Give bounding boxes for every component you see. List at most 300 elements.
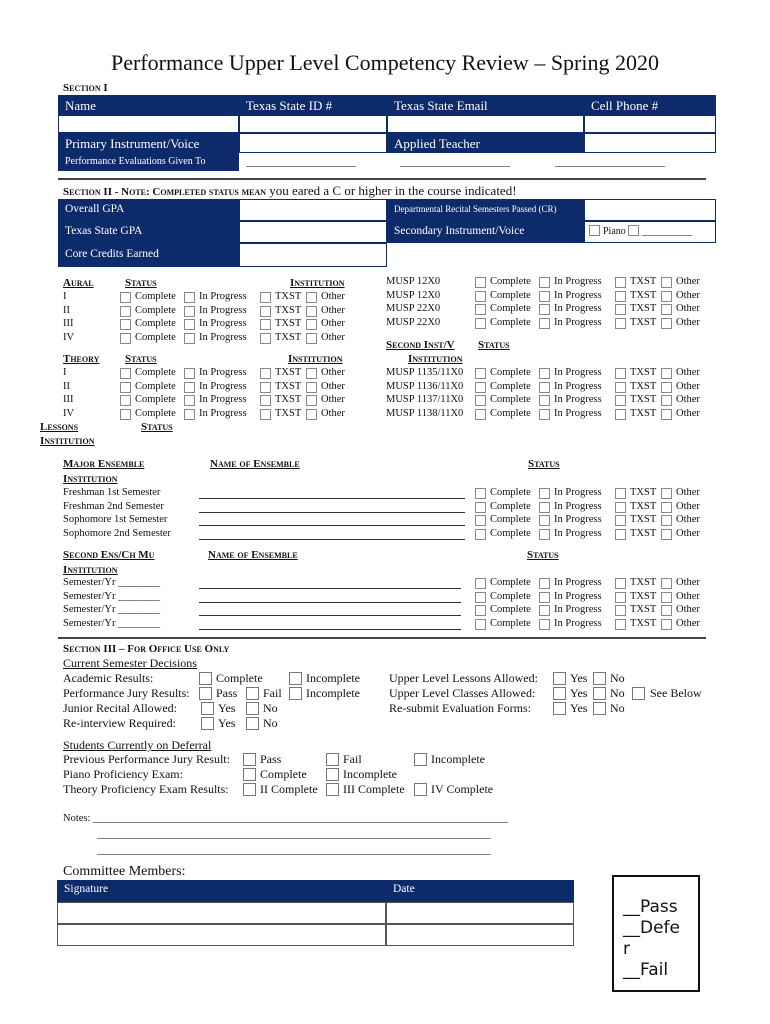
second-inst-2-in-progress-label: In Progress xyxy=(554,380,602,392)
second-inst-1-txst-checkbox[interactable] xyxy=(615,368,626,379)
academic-complete-checkbox[interactable] xyxy=(199,672,212,685)
second-inst-row-label: MUSP 1137/11X0 xyxy=(386,394,464,405)
major-ensemble-1-complete-checkbox[interactable] xyxy=(475,488,486,499)
email-field[interactable] xyxy=(387,115,584,133)
theory-2-complete-label: Complete xyxy=(135,380,176,392)
major-ensemble-4-other-checkbox[interactable] xyxy=(661,529,672,540)
second-ensemble-4-other-checkbox[interactable] xyxy=(661,619,672,630)
aural-1-in-progress-checkbox[interactable] xyxy=(184,292,195,303)
see-below-label: See Below xyxy=(650,686,702,700)
theory-4-complete-checkbox[interactable] xyxy=(120,409,131,420)
second-ensemble-name-field[interactable] xyxy=(199,602,461,603)
upper-lessons-label: Upper Level Lessons Allowed: xyxy=(389,671,538,685)
piano-incomplete-label: Incomplete xyxy=(343,767,397,781)
major-ensemble-3-other-label: Other xyxy=(676,514,700,525)
office-decisions xyxy=(63,671,360,731)
musp-3-complete-label: Complete xyxy=(490,303,531,314)
theory-institution-label: Institution xyxy=(288,353,343,365)
prev-pass-checkbox[interactable] xyxy=(243,753,256,766)
second-inst-3-txst-checkbox[interactable] xyxy=(615,395,626,406)
second-ensemble-3-complete-label: Complete xyxy=(490,604,531,615)
second-ensemble-1-txst-checkbox[interactable] xyxy=(615,578,626,589)
result-pass[interactable]: __Pass xyxy=(623,897,678,917)
resubmit-no-label: No xyxy=(610,701,625,715)
major-ensemble-3-in-progress-checkbox[interactable] xyxy=(539,515,550,526)
second-ensemble-status-label: Status xyxy=(527,549,559,561)
resubmit-yes-checkbox[interactable] xyxy=(553,702,566,715)
aural-2-complete-label: Complete xyxy=(135,304,176,316)
aural-2-txst-checkbox[interactable] xyxy=(260,306,271,317)
second-inst-1-in-progress-label: In Progress xyxy=(554,367,602,378)
major-ensemble-1-other-label: Other xyxy=(676,487,700,498)
second-ensemble-name-field[interactable] xyxy=(199,588,461,589)
signature-field[interactable] xyxy=(57,924,386,946)
major-ensemble-4-in-progress-label: In Progress xyxy=(554,527,602,539)
theory-3-txst-checkbox[interactable] xyxy=(260,395,271,406)
applied-teacher-field[interactable] xyxy=(584,133,716,153)
second-ensemble-2-txst-checkbox[interactable] xyxy=(615,592,626,603)
major-ensemble-1-in-progress-checkbox[interactable] xyxy=(539,488,550,499)
second-ensemble-1-complete-checkbox[interactable] xyxy=(475,578,486,589)
theory-2-other-checkbox[interactable] xyxy=(306,382,317,393)
second-inst-3-in-progress-label: In Progress xyxy=(554,394,602,405)
theory-exam-label: Theory Proficiency Exam Results: xyxy=(63,782,229,796)
academic-results-label: Academic Results: xyxy=(63,671,154,685)
second-ensemble-1-other-label: Other xyxy=(676,577,700,588)
jury-results-label: Performance Jury Results: xyxy=(63,686,190,700)
second-inst-4-txst-label: TXST xyxy=(630,407,657,419)
evaluation-blank-2[interactable]: ______________________ xyxy=(400,157,510,168)
second-ensemble-3-other-label: Other xyxy=(676,604,700,615)
second-inst-3-txst-label: TXST xyxy=(630,394,657,405)
aural-3-other-checkbox[interactable] xyxy=(306,319,317,330)
second-inst-4-complete-label: Complete xyxy=(490,407,531,419)
committee-label: Committee Members: xyxy=(63,864,186,879)
theory-iii-label: III Complete xyxy=(343,782,405,796)
second-ensemble-2-other-checkbox[interactable] xyxy=(661,592,672,603)
musp-2-complete-checkbox[interactable] xyxy=(475,291,486,302)
resubmit-no-checkbox[interactable] xyxy=(593,702,606,715)
aural-3-complete-label: Complete xyxy=(135,318,176,329)
second-ensemble-3-in-progress-label: In Progress xyxy=(554,604,602,615)
texas-gpa-field[interactable] xyxy=(239,221,387,243)
aural-2-in-progress-label: In Progress xyxy=(199,304,247,316)
second-inst-2-txst-checkbox[interactable] xyxy=(615,382,626,393)
second-ensemble-4-complete-checkbox[interactable] xyxy=(475,619,486,630)
theory-3-txst-label: TXST xyxy=(275,394,302,405)
deferral-results xyxy=(63,752,494,797)
second-ensemble-row-label: Semester/Yr ________ xyxy=(63,590,161,602)
theory-3-other-label: Other xyxy=(321,394,345,405)
major-ensemble-4-complete-checkbox[interactable] xyxy=(475,529,486,540)
musp-1-txst-label: TXST xyxy=(630,276,657,287)
major-ensemble-4-other-label: Other xyxy=(676,527,700,539)
second-ensemble-1-txst-label: TXST xyxy=(630,577,657,588)
theory-1-complete-label: Complete xyxy=(135,367,176,378)
result-box xyxy=(612,875,700,992)
musp-4-in-progress-label: In Progress xyxy=(554,316,602,328)
aural-1-txst-checkbox[interactable] xyxy=(260,292,271,303)
second-inst-3-complete-checkbox[interactable] xyxy=(475,395,486,406)
second-ensemble-2-txst-label: TXST xyxy=(630,590,657,602)
theory-1-txst-checkbox[interactable] xyxy=(260,368,271,379)
theory-4-in-progress-checkbox[interactable] xyxy=(184,409,195,420)
theory-status-label: Status xyxy=(125,353,157,365)
second-ensemble-institution-label: Institution xyxy=(63,564,118,576)
second-ensemble-2-in-progress-checkbox[interactable] xyxy=(539,592,550,603)
aural-1-complete-checkbox[interactable] xyxy=(120,292,131,303)
second-inst-3-complete-label: Complete xyxy=(490,394,531,405)
second-inst-2-other-label: Other xyxy=(676,380,700,392)
second-ensemble-4-complete-label: Complete xyxy=(490,617,531,629)
resubmit-label: Re-submit Evaluation Forms: xyxy=(389,701,531,715)
aural-row-label: I xyxy=(63,291,67,302)
upper-lessons-no-checkbox[interactable] xyxy=(593,672,606,685)
signature-field[interactable] xyxy=(57,902,386,924)
core-credits-label: Core Credits Earned xyxy=(58,243,239,267)
second-inst-4-txst-checkbox[interactable] xyxy=(615,409,626,420)
theory-iv-checkbox[interactable] xyxy=(414,783,427,796)
recitals-label: Departmental Recital Semesters Passed (CR) xyxy=(387,199,584,221)
second-ensemble-row-label: Semester/Yr ________ xyxy=(63,617,161,629)
theory-3-in-progress-label: In Progress xyxy=(199,394,247,405)
prev-jury-label: Previous Performance Jury Result: xyxy=(63,752,230,766)
jury-fail-label: Fail xyxy=(263,686,282,700)
major-ensemble-row-label: Freshman 2nd Semester xyxy=(63,500,164,512)
musp-2-other-label: Other xyxy=(676,289,700,301)
lessons-label: Lessons xyxy=(40,421,79,433)
musp-3-complete-checkbox[interactable] xyxy=(475,304,486,315)
musp-1-txst-checkbox[interactable] xyxy=(615,277,626,288)
name-field[interactable] xyxy=(58,115,239,133)
aural-3-txst-label: TXST xyxy=(275,318,302,329)
major-ensemble-3-txst-checkbox[interactable] xyxy=(615,515,626,526)
major-ensemble-name-field[interactable] xyxy=(199,498,465,499)
second-ensemble-3-complete-checkbox[interactable] xyxy=(475,605,486,616)
result-defer-cont: r xyxy=(623,939,630,959)
notes-line: ___________________________________________________________________________ xyxy=(97,829,491,840)
second-ensemble-1-in-progress-checkbox[interactable] xyxy=(539,578,550,589)
major-ensemble-1-in-progress-label: In Progress xyxy=(554,487,602,498)
phone-header: Cell Phone # xyxy=(584,95,716,115)
overall-gpa-label: Overall GPA xyxy=(58,199,239,221)
major-ensemble-2-complete-checkbox[interactable] xyxy=(475,502,486,513)
second-inst-institution-label: Institution xyxy=(408,353,463,365)
second-ensemble-name-field[interactable] xyxy=(199,629,461,630)
second-inst-3-other-checkbox[interactable] xyxy=(661,395,672,406)
musp-1-other-checkbox[interactable] xyxy=(661,277,672,288)
second-ensemble-2-other-label: Other xyxy=(676,590,700,602)
major-ensemble-2-complete-label: Complete xyxy=(490,500,531,512)
musp-4-txst-checkbox[interactable] xyxy=(615,318,626,329)
theory-1-other-checkbox[interactable] xyxy=(306,368,317,379)
theory-iv-label: IV Complete xyxy=(431,782,494,796)
second-ensemble-4-in-progress-checkbox[interactable] xyxy=(539,619,550,630)
date-field[interactable] xyxy=(386,924,574,946)
core-credits-field[interactable] xyxy=(239,243,387,267)
second-inst-3-in-progress-checkbox[interactable] xyxy=(539,395,550,406)
notes-field[interactable] xyxy=(63,811,508,859)
major-ensemble-2-txst-label: TXST xyxy=(630,500,657,512)
see-below-checkbox[interactable] xyxy=(632,687,645,700)
theory-2-in-progress-label: In Progress xyxy=(199,380,247,392)
theory-4-in-progress-label: In Progress xyxy=(199,407,247,419)
theory-1-other-label: Other xyxy=(321,367,345,378)
aural-4-in-progress-label: In Progress xyxy=(199,331,247,343)
second-ensemble-3-other-checkbox[interactable] xyxy=(661,605,672,616)
recitals-field[interactable] xyxy=(584,199,716,221)
major-ensemble-4-complete-label: Complete xyxy=(490,527,531,539)
musp-4-other-checkbox[interactable] xyxy=(661,318,672,329)
aural-row-label: III xyxy=(63,318,74,329)
prev-pass-label: Pass xyxy=(260,752,282,766)
aural-1-complete-label: Complete xyxy=(135,291,176,302)
aural-3-in-progress-checkbox[interactable] xyxy=(184,319,195,330)
academic-incomplete-label: Incomplete xyxy=(306,671,360,685)
second-inst-row-label: MUSP 1138/11X0 xyxy=(386,407,464,419)
second-inst-row-label: MUSP 1136/11X0 xyxy=(386,380,464,392)
aural-1-in-progress-label: In Progress xyxy=(199,291,247,302)
aural-2-in-progress-checkbox[interactable] xyxy=(184,306,195,317)
major-ensemble-2-in-progress-checkbox[interactable] xyxy=(539,502,550,513)
piano-checkbox[interactable] xyxy=(589,225,600,236)
major-ensemble-3-complete-checkbox[interactable] xyxy=(475,515,486,526)
musp-3-in-progress-label: In Progress xyxy=(554,303,602,314)
musp-2-txst-checkbox[interactable] xyxy=(615,291,626,302)
second-inst-4-other-checkbox[interactable] xyxy=(661,409,672,420)
reinterview-yes-label: Yes xyxy=(218,716,236,730)
primary-instrument-field[interactable] xyxy=(239,133,387,153)
musp-2-other-checkbox[interactable] xyxy=(661,291,672,302)
musp-1-complete-label: Complete xyxy=(490,276,531,287)
major-ensemble-status-label: Status xyxy=(528,458,560,470)
major-ensemble-row-label: Sophomore 1st Semester xyxy=(63,514,168,525)
lessons-institution-label: Institution xyxy=(40,435,95,447)
major-ensemble-3-complete-label: Complete xyxy=(490,514,531,525)
theory-3-in-progress-checkbox[interactable] xyxy=(184,395,195,406)
second-inst-2-in-progress-checkbox[interactable] xyxy=(539,382,550,393)
jury-incomplete-checkbox[interactable] xyxy=(289,687,302,700)
evaluation-blank-3[interactable]: ______________________ xyxy=(555,157,665,168)
aural-4-other-checkbox[interactable] xyxy=(306,333,317,344)
piano-blank: __________ xyxy=(642,226,693,237)
theory-2-complete-checkbox[interactable] xyxy=(120,382,131,393)
academic-complete-label: Complete xyxy=(216,671,263,685)
aural-2-other-checkbox[interactable] xyxy=(306,306,317,317)
theory-1-complete-checkbox[interactable] xyxy=(120,368,131,379)
second-ensemble-1-other-checkbox[interactable] xyxy=(661,578,672,589)
major-ensemble-1-txst-checkbox[interactable] xyxy=(615,488,626,499)
second-ensemble-3-txst-checkbox[interactable] xyxy=(615,605,626,616)
reinterview-yes-checkbox[interactable] xyxy=(201,717,214,730)
major-ensemble-4-in-progress-checkbox[interactable] xyxy=(539,529,550,540)
theory-2-in-progress-checkbox[interactable] xyxy=(184,382,195,393)
upper-classes-no-checkbox[interactable] xyxy=(593,687,606,700)
signature-header: Signature xyxy=(57,880,386,902)
upper-classes-yes-checkbox[interactable] xyxy=(553,687,566,700)
second-inst-4-in-progress-checkbox[interactable] xyxy=(539,409,550,420)
theory-4-complete-label: Complete xyxy=(135,407,176,419)
overall-gpa-field[interactable] xyxy=(239,199,387,221)
major-ensemble-name-field[interactable] xyxy=(199,539,465,540)
id-field[interactable] xyxy=(239,115,387,133)
second-ensemble-1-in-progress-label: In Progress xyxy=(554,577,602,588)
second-ensemble-3-in-progress-checkbox[interactable] xyxy=(539,605,550,616)
musp-2-in-progress-label: In Progress xyxy=(554,289,602,301)
upper-lessons-yes-checkbox[interactable] xyxy=(553,672,566,685)
second-ensemble-4-in-progress-label: In Progress xyxy=(554,617,602,629)
aural-row-label: IV xyxy=(63,331,75,343)
musp-row-label: MUSP 12X0 xyxy=(386,276,441,287)
musp-row-label: MUSP 22X0 xyxy=(386,316,441,328)
second-ensemble-4-other-label: Other xyxy=(676,617,700,629)
major-ensemble-row-label: Freshman 1st Semester xyxy=(63,487,161,498)
musp-3-other-checkbox[interactable] xyxy=(661,304,672,315)
piano-incomplete-checkbox[interactable] xyxy=(326,768,339,781)
upper-lessons-no-label: No xyxy=(610,671,625,685)
upper-classes-yes-label: Yes xyxy=(570,686,588,700)
musp-3-txst-label: TXST xyxy=(630,303,657,314)
phone-field[interactable] xyxy=(584,115,716,133)
major-ensemble-1-complete-label: Complete xyxy=(490,487,531,498)
second-ensemble-name-field[interactable] xyxy=(199,615,461,616)
section-1-heading: Section I xyxy=(63,82,108,94)
aural-4-txst-label: TXST xyxy=(275,331,302,343)
second-inst-2-complete-label: Complete xyxy=(490,380,531,392)
major-ensemble-name-field[interactable] xyxy=(199,512,465,513)
aural-4-other-label: Other xyxy=(321,331,345,343)
theory-iii-checkbox[interactable] xyxy=(326,783,339,796)
second-ensemble-4-txst-checkbox[interactable] xyxy=(615,619,626,630)
piano-exam-label: Piano Proficiency Exam: xyxy=(63,767,183,781)
second-inst-label: Second Inst/V xyxy=(386,339,455,351)
musp-1-in-progress-checkbox[interactable] xyxy=(539,277,550,288)
theory-ii-checkbox[interactable] xyxy=(243,783,256,796)
major-ensemble-3-in-progress-label: In Progress xyxy=(554,514,602,525)
theory-2-txst-checkbox[interactable] xyxy=(260,382,271,393)
theory-4-txst-checkbox[interactable] xyxy=(260,409,271,420)
musp-row-label: MUSP 22X0 xyxy=(386,303,441,314)
major-ensemble-2-other-checkbox[interactable] xyxy=(661,502,672,513)
aural-3-in-progress-label: In Progress xyxy=(199,318,247,329)
second-inst-2-other-checkbox[interactable] xyxy=(661,382,672,393)
musp-2-in-progress-checkbox[interactable] xyxy=(539,291,550,302)
notes-label: Notes: xyxy=(63,813,91,824)
musp-2-complete-label: Complete xyxy=(490,289,531,301)
other-instrument-checkbox[interactable] xyxy=(628,225,639,236)
major-ensemble-4-txst-label: TXST xyxy=(630,527,657,539)
musp-3-txst-checkbox[interactable] xyxy=(615,304,626,315)
resubmit-yes-label: Yes xyxy=(570,701,588,715)
upper-classes-label: Upper Level Classes Allowed: xyxy=(389,686,536,700)
second-inst-4-complete-checkbox[interactable] xyxy=(475,409,486,420)
musp-3-other-label: Other xyxy=(676,303,700,314)
prev-incomplete-checkbox[interactable] xyxy=(414,753,427,766)
theory-3-complete-checkbox[interactable] xyxy=(120,395,131,406)
prev-incomplete-label: Incomplete xyxy=(431,752,485,766)
aural-2-complete-checkbox[interactable] xyxy=(120,306,131,317)
musp-4-complete-label: Complete xyxy=(490,316,531,328)
primary-instrument-header: Primary Instrument/Voice xyxy=(58,133,239,153)
musp-4-in-progress-checkbox[interactable] xyxy=(539,318,550,329)
reinterview-no-checkbox[interactable] xyxy=(246,717,259,730)
theory-4-other-checkbox[interactable] xyxy=(306,409,317,420)
prev-fail-checkbox[interactable] xyxy=(326,753,339,766)
section-2-heading: Section II - Note: Completed status mean you eared a C or higher in the course indicated! xyxy=(63,183,517,198)
result-fail[interactable]: __Fail xyxy=(623,960,669,980)
major-ensemble-4-txst-checkbox[interactable] xyxy=(615,529,626,540)
jury-incomplete-label: Incomplete xyxy=(306,686,360,700)
second-ensemble-2-complete-checkbox[interactable] xyxy=(475,592,486,603)
upper-classes-no-label: No xyxy=(610,686,625,700)
aural-3-txst-checkbox[interactable] xyxy=(260,319,271,330)
result-defer[interactable]: __Defe xyxy=(623,918,680,938)
evaluation-blank-1[interactable]: ______________________ xyxy=(246,157,356,168)
second-ensemble-row-label: Semester/Yr ________ xyxy=(63,604,161,615)
aural-3-complete-checkbox[interactable] xyxy=(120,319,131,330)
piano-complete-label: Complete xyxy=(260,767,307,781)
aural-1-other-label: Other xyxy=(321,291,345,302)
junior-no-checkbox[interactable] xyxy=(246,702,259,715)
aural-4-complete-checkbox[interactable] xyxy=(120,333,131,344)
major-ensemble-2-other-label: Other xyxy=(676,500,700,512)
second-inst-2-complete-checkbox[interactable] xyxy=(475,382,486,393)
major-ensemble-3-other-checkbox[interactable] xyxy=(661,515,672,526)
second-inst-1-in-progress-checkbox[interactable] xyxy=(539,368,550,379)
aural-4-txst-checkbox[interactable] xyxy=(260,333,271,344)
secondary-instrument-field xyxy=(584,221,716,243)
date-field[interactable] xyxy=(386,902,574,924)
theory-1-in-progress-checkbox[interactable] xyxy=(184,368,195,379)
second-inst-1-other-checkbox[interactable] xyxy=(661,368,672,379)
second-ensemble-row-label: Semester/Yr ________ xyxy=(63,577,161,588)
second-inst-3-other-label: Other xyxy=(676,394,700,405)
second-ensemble-2-complete-label: Complete xyxy=(490,590,531,602)
junior-yes-checkbox[interactable] xyxy=(201,702,214,715)
junior-recital-label: Junior Recital Allowed: xyxy=(63,701,177,715)
texas-gpa-label: Texas State GPA xyxy=(58,221,239,243)
theory-2-other-label: Other xyxy=(321,380,345,392)
deferral-heading: Students Currently on Deferral xyxy=(63,738,212,752)
theory-row-label: II xyxy=(63,380,70,392)
upper-lessons-yes-label: Yes xyxy=(570,671,588,685)
major-ensemble-name-field[interactable] xyxy=(199,525,465,526)
musp-4-complete-checkbox[interactable] xyxy=(475,318,486,329)
piano-complete-checkbox[interactable] xyxy=(243,768,256,781)
second-inst-2-txst-label: TXST xyxy=(630,380,657,392)
major-ensemble-2-txst-checkbox[interactable] xyxy=(615,502,626,513)
jury-fail-checkbox[interactable] xyxy=(246,687,259,700)
aural-1-txst-label: TXST xyxy=(275,291,302,302)
jury-pass-checkbox[interactable] xyxy=(199,687,212,700)
reinterview-no-label: No xyxy=(263,716,278,730)
aural-4-complete-label: Complete xyxy=(135,331,176,343)
aural-1-other-checkbox[interactable] xyxy=(306,292,317,303)
theory-3-complete-label: Complete xyxy=(135,394,176,405)
musp-1-complete-checkbox[interactable] xyxy=(475,277,486,288)
aural-row-label: II xyxy=(63,304,70,316)
upper-level-decisions xyxy=(389,671,702,716)
second-inst-1-other-label: Other xyxy=(676,367,700,378)
theory-3-other-checkbox[interactable] xyxy=(306,395,317,406)
musp-3-in-progress-checkbox[interactable] xyxy=(539,304,550,315)
aural-4-in-progress-checkbox[interactable] xyxy=(184,333,195,344)
major-ensemble-1-other-checkbox[interactable] xyxy=(661,488,672,499)
second-inst-1-complete-checkbox[interactable] xyxy=(475,368,486,379)
email-header: Texas State Email xyxy=(387,95,584,115)
academic-incomplete-checkbox[interactable] xyxy=(289,672,302,685)
second-ensemble-1-complete-label: Complete xyxy=(490,577,531,588)
